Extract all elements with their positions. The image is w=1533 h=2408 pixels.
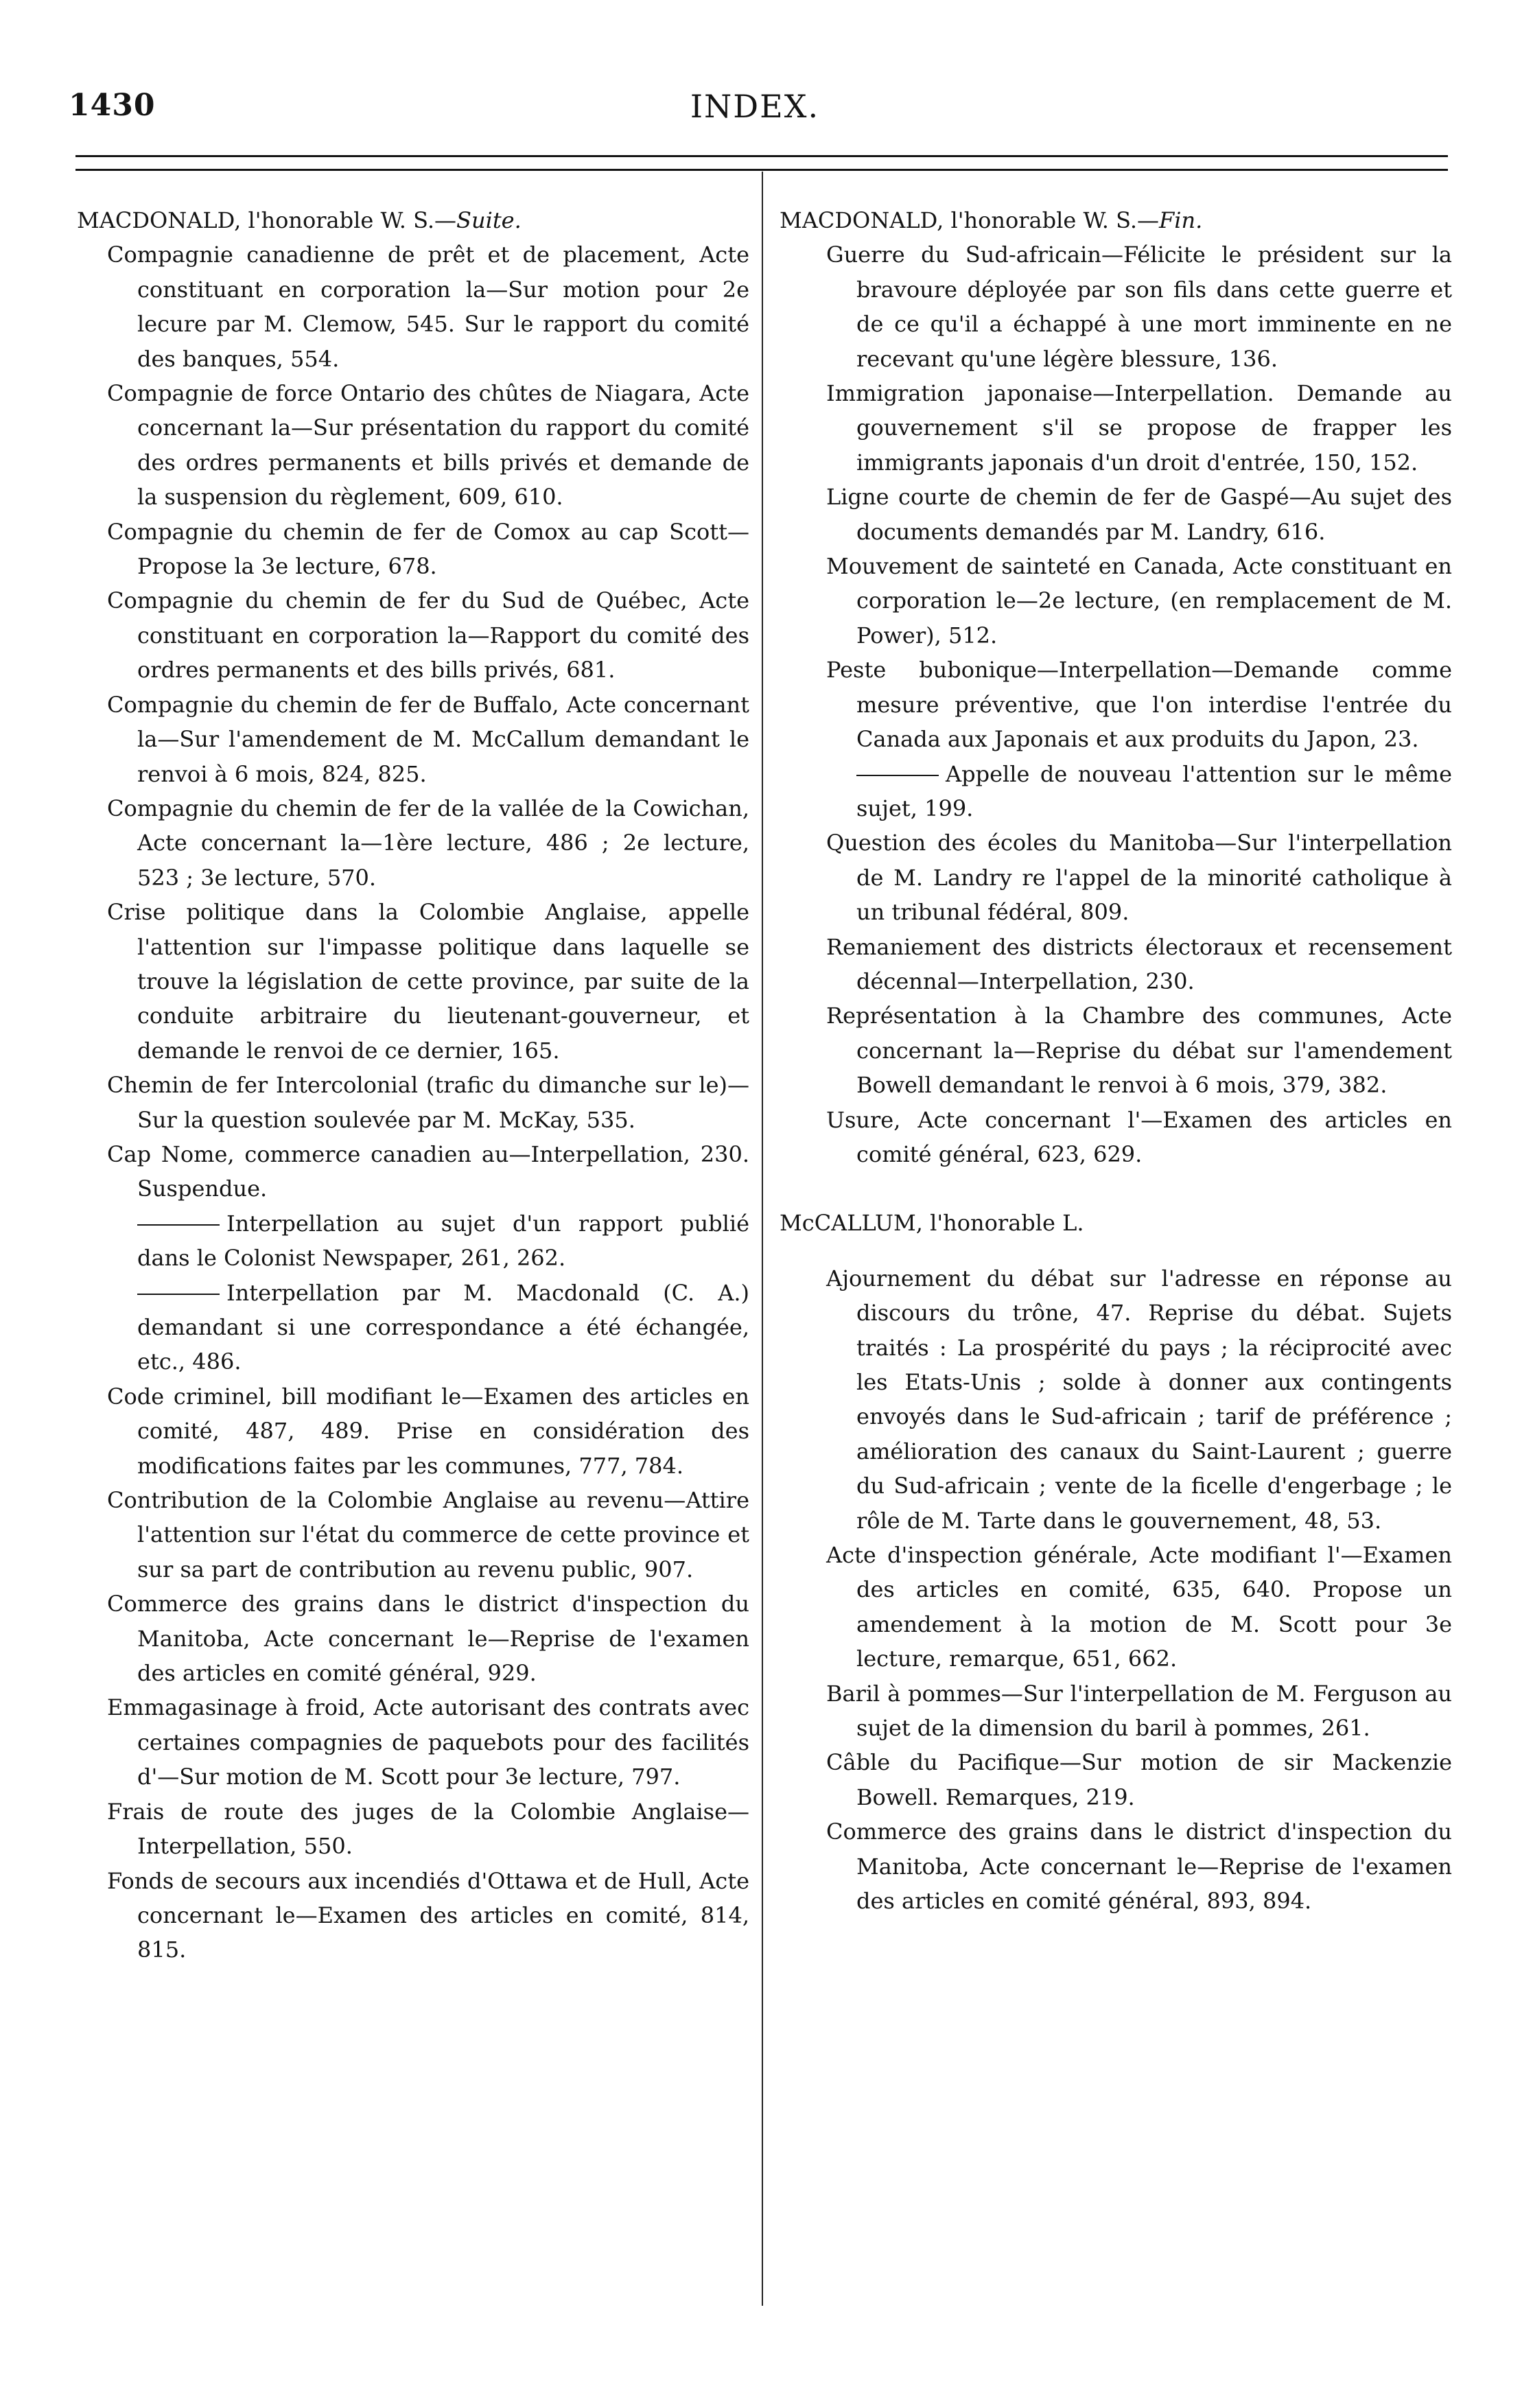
- column-divider: [762, 172, 763, 2306]
- index-entry: Frais de route des juges de la Colombie Anglaise—Interpellation, 550.: [107, 1798, 749, 1860]
- index-heading-mccallum: McCALLUM, l'honorable L.: [780, 1210, 1084, 1237]
- heading-name: MACDONALD, l'honorable W. S.—: [780, 207, 1160, 233]
- page-header: [69, 88, 1441, 136]
- index-entry: Acte d'inspection générale, Acte modifiant l'—Examen des articles en comité, 635, 640. Propose un amendement à la motion de M. Scott pour 3e lecture, remarque, 651, 662.: [826, 1542, 1452, 1672]
- index-entry: Compagnie du chemin de fer de Buffalo, Acte concernant la—Sur l'amendement de M. McCallum demandant le renvoi à 6 mois, 824, 825.: [107, 691, 749, 787]
- left-column: [77, 203, 749, 1967]
- index-entry: Représentation à la Chambre des communes, Acte concernant la—Reprise du débat sur l'amendement Bowell demandant le renvoi à 6 mois, 379, 382.: [826, 1003, 1452, 1099]
- index-entry: Compagnie du chemin de fer du Sud de Québec, Acte constituant en corporation la—Rapport du comité des ordres permanents et des bills privés, 681.: [107, 587, 749, 683]
- index-entry: Câble du Pacifique—Sur motion de sir Mackenzie Bowell. Remarques, 219.: [826, 1749, 1452, 1810]
- index-entry: Crise politique dans la Colombie Anglaise, appelle l'attention sur l'impasse politique dans laquelle se trouve la législation de cette province, par suite de la conduite arbitraire du lieutenant-gouverneur, et demande le renvoi de ce dernier, 165.: [107, 899, 749, 1064]
- index-entry: Fonds de secours aux incendiés d'Ottawa et de Hull, Acte concernant le—Examen des articles en comité, 814, 815.: [107, 1867, 749, 1963]
- heading-suffix: Fin.: [1159, 207, 1203, 233]
- sub-entry-text: Interpellation par M. Macdonald (C. A.) demandant si une correspondance a été échangée, etc., 486.: [137, 1279, 749, 1375]
- right-column: [780, 203, 1452, 1919]
- index-entry: Emmagasinage à froid, Acte autorisant des contrats avec certaines compagnies de paquebots pour des facilités d'—Sur motion de M. Scott pour 3e lecture, 797.: [107, 1694, 749, 1790]
- index-entry: Compagnie de force Ontario des chûtes de Niagara, Acte concernant la—Sur présentation du rapport du comité des ordres permanents et bills privés et demande de la suspension du règlement, 609, 610.: [107, 380, 749, 511]
- index-entry: Commerce des grains dans le district d'inspection du Manitoba, Acte concernant le—Reprise de l'examen des articles en comité général, 893, 894.: [826, 1819, 1452, 1915]
- section-gap: [780, 1241, 1452, 1261]
- index-sub-entry: [780, 757, 1452, 826]
- index-entry: Chemin de fer Intercolonial (trafic du dimanche sur le)—Sur la question soulevée par M. McKay, 535.: [107, 1072, 749, 1133]
- index-entry: Usure, Acte concernant l'—Examen des articles en comité général, 623, 629.: [826, 1106, 1452, 1167]
- index-entry: Compagnie canadienne de prêt et de placement, Acte constituant en corporation la—Sur motion pour 2e lecure par M. Clemow, 545. Sur le rapport du comité des banques, 554.: [107, 242, 749, 372]
- index-entry: Cap Nome, commerce canadien au—Interpellation, 230. Suspendue.: [107, 1141, 749, 1202]
- index-heading: [77, 203, 749, 237]
- ditto-dash: [137, 1224, 220, 1226]
- index-sub-entry: [77, 1276, 749, 1379]
- page-title: INDEX.: [690, 88, 820, 125]
- index-entry: Remaniement des districts électoraux et recensement décennal—Interpellation, 230.: [826, 933, 1452, 994]
- header-rule-top: [75, 155, 1448, 157]
- index-entry: Peste bubonique—Interpellation—Demande comme mesure préventive, que l'on interdise l'entrée du Canada aux Japonais et aux produits du Japon, 23.: [826, 657, 1452, 753]
- section-gap: [780, 1171, 1452, 1206]
- index-entry: Compagnie du chemin de fer de la vallée de la Cowichan, Acte concernant la—1ère lecture, 486 ; 2e lecture, 523 ; 3e lecture, 570.: [107, 795, 749, 891]
- index-entry: Ligne courte de chemin de fer de Gaspé—Au sujet des documents demandés par M. Landry, 616.: [826, 484, 1452, 545]
- index-entry: Ajournement du débat sur l'adresse en réponse au discours du trône, 47. Reprise du débat. Sujets traités : La prospérité du pays ; la réciprocité avec les Etats-Unis ; solde à donner aux contingents envoyés dans le Sud-africain ; tarif de préférence ; amélioration des canaux du Saint-Laurent ; guerre du Sud-africain ; vente de la ficelle d'engerbage ; le rôle de M. Tarte dans le gouvernement, 48, 53.: [826, 1265, 1452, 1534]
- index-entry: Code criminel, bill modifiant le—Examen des articles en comité, 487, 489. Prise en considération des modifications faites par les communes, 777, 784.: [107, 1383, 749, 1479]
- sub-entry-text: Appelle de nouveau l'attention sur le même sujet, 199.: [856, 760, 1452, 821]
- index-entry: Mouvement de sainteté en Canada, Acte constituant en corporation le—2e lecture, (en remplacement de M. Power), 512.: [826, 553, 1452, 648]
- index-heading: [780, 203, 1452, 237]
- index-entry: Contribution de la Colombie Anglaise au revenu—Attire l'attention sur l'état du commerce de cette province et sur sa part de contribution au revenu public, 907.: [107, 1487, 749, 1582]
- index-entry: Compagnie du chemin de fer de Comox au cap Scott—Propose la 3e lecture, 678.: [107, 518, 749, 580]
- sub-entry-text: Interpellation au sujet d'un rapport publié dans le Colonist Newspaper, 261, 262.: [137, 1210, 749, 1272]
- ditto-dash: [137, 1294, 220, 1295]
- index-entry: Immigration japonaise—Interpellation. Demande au gouvernement s'il se propose de frapper les immigrants japonais d'un droit d'entrée, 150, 152.: [826, 380, 1452, 476]
- index-entry: Question des écoles du Manitoba—Sur l'interpellation de M. Landry re l'appel de la minorité catholique à un tribunal fédéral, 809.: [826, 830, 1452, 926]
- index-entry: Commerce des grains dans le district d'inspection du Manitoba, Acte concernant le—Reprise de l'examen des articles en comité général, 929.: [107, 1591, 749, 1687]
- ditto-dash: [856, 775, 939, 776]
- heading-name: MACDONALD, l'honorable W. S.—: [77, 207, 457, 233]
- heading-suffix: Suite.: [456, 207, 522, 233]
- index-sub-entry: [77, 1206, 749, 1276]
- index-entry: Guerre du Sud-africain—Félicite le président sur la bravoure déployée par son fils dans cette guerre et de ce qu'il a échappé à une mort imminente en ne recevant qu'une légère blessure, 136.: [826, 242, 1452, 372]
- index-entry: Baril à pommes—Sur l'interpellation de M. Ferguson au sujet de la dimension du baril à pommes, 261.: [826, 1680, 1452, 1742]
- header-rule-bottom: [75, 169, 1448, 171]
- page-number: 1430: [69, 88, 156, 123]
